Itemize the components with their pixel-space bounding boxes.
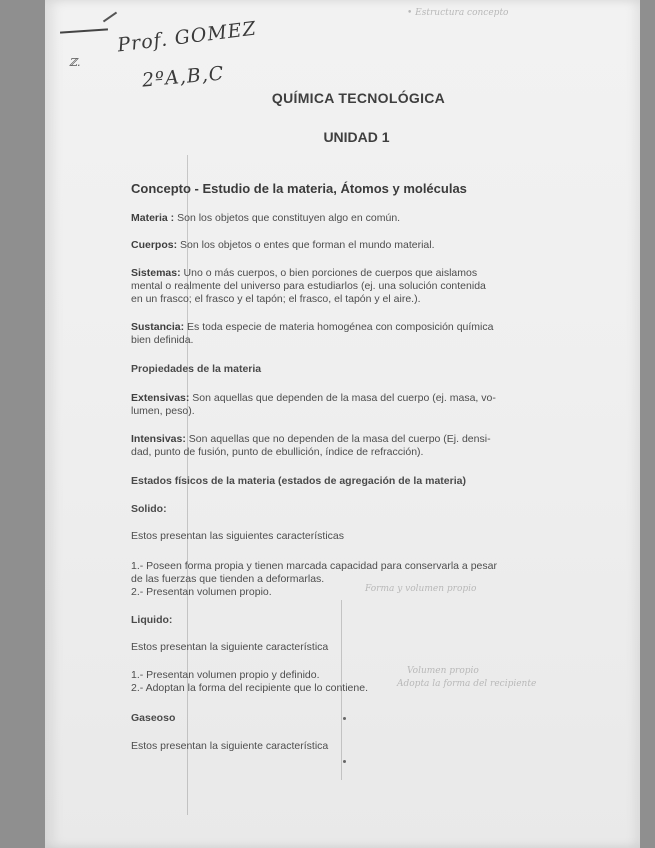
stray-dot-mark [343, 717, 346, 720]
stray-dot-mark [343, 760, 346, 763]
property-intensivas [131, 433, 529, 459]
gaseoso-intro-text: Estos presentan la siguiente característica [131, 740, 329, 752]
term-extensivas: Extensivas: [131, 392, 190, 404]
solido-item: de las fuerzas que tienden a deformarlas. [131, 573, 325, 585]
definition-sustancia [131, 321, 529, 347]
definition-text: Uno o más cuerpos, o bien porciones de cuerpos que aislamos [180, 267, 478, 279]
liquido-items [131, 669, 529, 695]
pen-stroke-mark [60, 28, 108, 33]
solido-intro [131, 530, 529, 543]
unit-title: UNIDAD 1 [323, 129, 390, 145]
definition-text: bien definida. [131, 334, 194, 346]
solido-items [131, 560, 529, 599]
solido-intro-text: Estos presentan las siguientes características [131, 530, 345, 542]
handwritten-professor: Prof. GOMEZ [116, 17, 258, 57]
handwritten-note-top: • Estructura concepto [407, 8, 509, 18]
definition-materia [131, 212, 529, 225]
estados-heading: Estados físicos de la materia (estados de agregación de la materia) [131, 475, 466, 487]
handwritten-grades: 2ºA,B,C [141, 62, 226, 92]
liquido-item: 1.- Presentan volumen propio y definido. [131, 669, 320, 681]
definition-sistemas [131, 267, 529, 306]
property-text: Son aquellas que dependen de la masa del cuerpo (ej. masa, vo- [189, 392, 496, 404]
pen-tick-mark [103, 12, 117, 23]
concept-heading: Concepto - Estudio de la materia, Átomos y moléculas [131, 181, 467, 196]
handwritten-note-liquido-1: Volumen propio [407, 666, 479, 676]
solido-item: 2.- Presentan volumen propio. [131, 586, 272, 598]
gaseoso-heading: Gaseoso [131, 712, 176, 724]
definition-text: Es toda especie de materia homogénea con composición química [184, 321, 494, 333]
term-intensivas: Intensivas: [131, 433, 186, 445]
solido-item: 1.- Poseen forma propia y tienen marcada capacidad para conservarla a pesar [131, 560, 497, 572]
liquido-intro [131, 641, 529, 654]
margin-mark: ℤ. [69, 56, 81, 69]
definition-text: Son los objetos o entes que forman el mundo material. [177, 239, 435, 251]
paper-sheet [45, 0, 640, 848]
definition-text: Son los objetos que constituyen algo en común. [174, 212, 401, 224]
handwritten-note-solido: Forma y volumen propio [365, 584, 477, 594]
definition-cuerpos [131, 239, 529, 252]
property-extensivas [131, 392, 529, 418]
liquido-heading: Liquido: [131, 614, 173, 626]
property-text: Son aquellas que no dependen de la masa del cuerpo (Ej. densi- [185, 433, 491, 445]
liquido-intro-text: Estos presentan la siguiente característica [131, 641, 329, 653]
term-materia: Materia : [131, 212, 175, 224]
property-text: lumen, peso). [131, 405, 195, 417]
term-sistemas: Sistemas: [131, 267, 181, 279]
propiedades-heading: Propiedades de la materia [131, 363, 262, 375]
definition-text: en un frasco; el frasco y el tapón; el frasco, el tapón y el aire.). [131, 293, 421, 305]
solido-heading: Solido: [131, 503, 167, 515]
definition-text: mental o realmente del universo para estudiarlos (ej. una solución contenida [131, 280, 486, 292]
term-cuerpos: Cuerpos: [131, 239, 178, 251]
document-title: QUÍMICA TECNOLÓGICA [271, 90, 446, 106]
liquido-item: 2.- Adoptan la forma del recipiente que lo contiene. [131, 682, 368, 694]
term-sustancia: Sustancia: [131, 321, 185, 333]
handwritten-note-liquido-2: Adopta la forma del recipiente [397, 679, 537, 689]
property-text: dad, punto de fusión, punto de ebullición, índice de refracción). [131, 446, 424, 458]
gaseoso-intro [131, 740, 529, 753]
